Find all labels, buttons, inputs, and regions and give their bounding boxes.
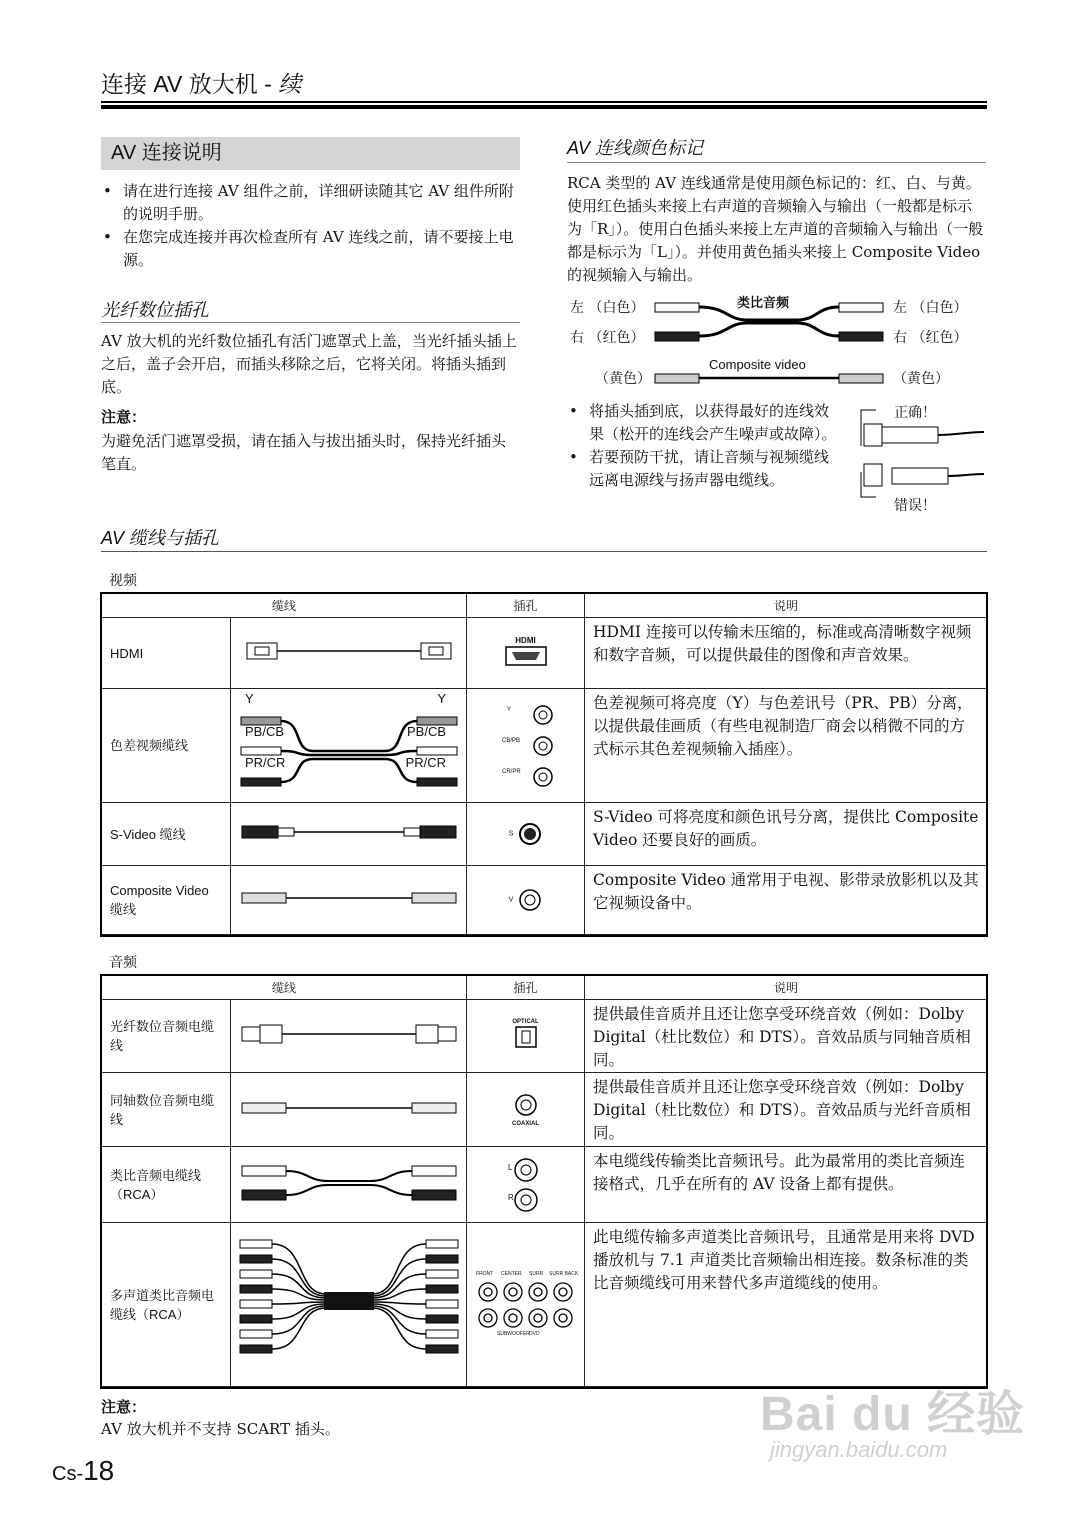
right-yellow-label: （黄色） [893, 371, 949, 387]
plug-tips-list [567, 400, 842, 492]
jack-label-l: L [508, 1163, 513, 1172]
page-number [52, 1455, 114, 1487]
page-title [101, 66, 301, 99]
cable-name: 同轴数位音频电缆线 [102, 1073, 231, 1147]
audio-group-label: 音频 [109, 954, 137, 970]
page-title-continued: 续 [278, 71, 302, 97]
jack-label-y: Y [507, 707, 512, 713]
jack-label: HDMI [515, 635, 536, 645]
coaxial-port-icon [514, 1093, 538, 1117]
table-row [102, 803, 988, 866]
table-row [102, 1147, 988, 1223]
cable-name: 色差视频缆线 [102, 689, 231, 803]
analog-cable-illustration [231, 1147, 467, 1223]
table-row [102, 1000, 988, 1073]
cables-heading: AV 缆线与插孔 [101, 528, 220, 548]
jack-label: OPTICAL [512, 1019, 539, 1025]
column-header-jack: 插孔 [467, 594, 585, 618]
cable-name: Composite Video 缆线 [102, 866, 231, 935]
color-coding-heading-rule [567, 162, 986, 163]
page-number-prefix: Cs- [52, 1463, 84, 1485]
svideo-cable-illustration [231, 803, 467, 866]
description: 本电缆线传输类比音频讯号。此为最常用的类比音频连接格式，几乎在所有的 AV 设备上都有提供。 [585, 1147, 988, 1223]
analog-jacks [467, 1147, 585, 1223]
jack-label-surr-back: SURR BACK [549, 1271, 579, 1277]
analog-ports-icon [512, 1155, 540, 1215]
wrong-label: 错误！ [894, 498, 936, 514]
svideo-port-icon [518, 822, 542, 846]
component-jacks [467, 689, 585, 803]
hdmi-port-icon [504, 645, 548, 667]
jack-label: V [508, 896, 514, 904]
watermark-logo: Bai du 经验 [760, 1388, 1026, 1441]
audio-table [101, 975, 988, 1387]
section-title-av-connection: AV 连接说明 [101, 137, 520, 170]
list-item: • 若要预防干扰，请让音频与视频缆线远离电源线与扬声器电缆线。 [567, 446, 842, 492]
component-cable-illustration [231, 689, 467, 803]
page-title-main: 连接 AV 放大机 - [101, 71, 279, 97]
column-header-cable: 缆线 [102, 976, 467, 1000]
optical-cable-icon [238, 1023, 460, 1045]
color-coding-body: RCA 类型的 AV 连线通常是使用颜色标记的：红、白、与黄。使用红色插头来接上右声道的音频输入与输出（一般都是标示为「R」）。使用白色插头来接上左声道的音频输入与输出（一般都是标示为「L」）。并使用黄色插头来接上 Composite Video 的视频输入与输出。 [567, 174, 984, 284]
optical-note-body: 为避免活门遮罩受损，请在插入与拔出插头时，保持光纤插头笔直。 [101, 432, 507, 473]
cable-name: 多声道类比音频电缆线（RCA） [102, 1223, 231, 1387]
header-rule-thick [101, 105, 987, 109]
cable-name: 光纤数位音频电缆线 [102, 1000, 231, 1073]
jack-label-subwoofer: SUBWOOFER [497, 1331, 530, 1337]
composite-cable-illustration [231, 866, 467, 935]
footer-note-body: AV 放大机并不支持 SCART 插头。 [101, 1420, 340, 1438]
list-item: • 在您完成连接并再次检查所有 AV 连线之前，请不要接上电源。 [101, 226, 523, 272]
composite-video-label: Composite video [709, 357, 806, 372]
list-item: • 将插头插到底，以获得最好的连线效果（松开的连线会产生噪声或故障）。 [567, 400, 842, 446]
composite-cable-icon [238, 888, 460, 908]
plug-insertion-diagram [856, 402, 984, 517]
multichannel-cable-illustration [231, 1223, 467, 1387]
left-red-label: 右 （红色） [570, 330, 645, 346]
watermark-url: jingyan.baidu.com [770, 1437, 948, 1462]
composite-jack [467, 866, 585, 935]
cable-name: S-Video 缆线 [102, 803, 231, 866]
description: S-Video 可将亮度和颜色讯号分离，提供比 Composite Video 还要良好的画质。 [585, 803, 988, 866]
hdmi-cable-illustration [231, 618, 467, 689]
page-number-value: 18 [83, 1455, 115, 1486]
description: 提供最佳音质并且还让您享受环绕音效（例如：Dolby Digital（杜比数位）和 DTS）。音效品质与同轴音质相同。 [585, 1000, 988, 1073]
jack-label-surr: SURR [529, 1271, 544, 1277]
coaxial-cable-illustration [231, 1073, 467, 1147]
multichannel-cable-icon [236, 1228, 462, 1378]
table-row [102, 1223, 988, 1387]
multichannel-jacks [467, 1223, 585, 1387]
analog-cable-icon [238, 1159, 460, 1207]
component-y-right: Y [437, 691, 447, 706]
component-pb-left: PB/CB [245, 724, 285, 739]
column-header-description: 说明 [585, 976, 988, 1000]
coaxial-jack [467, 1073, 585, 1147]
jack-label: COAXIAL [512, 1120, 540, 1127]
right-red-label: 右 （红色） [893, 330, 968, 346]
table-row [102, 866, 988, 935]
left-yellow-label: （黄色） [595, 371, 651, 387]
right-white-label: 左 （白色） [893, 300, 968, 316]
jack-label-center: CENTER [501, 1271, 522, 1277]
hdmi-jack [467, 618, 585, 689]
color-coding-heading: AV 连线颜色标记 [567, 138, 704, 158]
cable-name: 类比音频电缆线（RCA） [102, 1147, 231, 1223]
column-header-description: 说明 [585, 594, 988, 618]
multichannel-ports-icon [476, 1280, 576, 1330]
cable-name: HDMI [102, 618, 231, 689]
description: 此电缆传输多声道类比音频讯号，且通常是用来将 DVD 播放机与 7.1 声道类比音频输出相连接。数条标准的类比音频缆线可用来替代多声道缆线的使用。 [585, 1223, 988, 1387]
analog-audio-label: 类比音频 [737, 295, 790, 310]
rca-color-diagram [567, 290, 987, 390]
component-y-left: Y [245, 691, 254, 706]
description: HDMI 连接可以传输未压缩的，标准或高清晰数字视频和数字音频，可以提供最佳的图像和声音效果。 [585, 618, 988, 689]
component-pr-right: PR/CR [405, 755, 447, 770]
svideo-jack [467, 803, 585, 866]
optical-heading: 光纤数位插孔 [101, 300, 209, 320]
component-pb-right: PB/CB [407, 724, 447, 739]
footer-note-label: 注意： [101, 1399, 147, 1416]
cables-heading-rule [101, 551, 987, 552]
hdmi-cable-icon [239, 638, 459, 664]
description: 提供最佳音质并且还让您享受环绕音效（例如：Dolby Digital（杜比数位）和 DTS）。音效品质与光纤音质相同。 [585, 1073, 988, 1147]
composite-port-icon [518, 888, 542, 912]
optical-cable-illustration [231, 1000, 467, 1073]
jack-label-pr: CR/PR [502, 769, 521, 775]
jack-label-front: FRONT [476, 1271, 494, 1277]
svideo-cable-icon [238, 822, 460, 842]
description: Composite Video 通常用于电视、影带录放影机以及其它视频设备中。 [585, 866, 988, 935]
description: 色差视频可将亮度（Y）与色差讯号（PR、PB）分离，以提供最佳画质（有些电视制造厂商会以稍微不同的方式标示其色差视频输入插座）。 [585, 689, 988, 803]
connection-notes-list [101, 180, 523, 272]
list-item: • 请在进行连接 AV 组件之前，详细研读随其它 AV 组件所附的说明手册。 [101, 180, 523, 226]
jack-label-dvd: DVD [529, 1331, 540, 1337]
left-white-label: 左 （白色） [570, 300, 645, 316]
table-row [102, 1073, 988, 1147]
optical-note-label: 注意： [101, 409, 147, 426]
jack-label-r: R [508, 1193, 514, 1202]
header-rule-thin [101, 101, 987, 103]
column-header-jack: 插孔 [467, 976, 585, 1000]
optical-body: AV 放大机的光纤数位插孔有活门遮罩式上盖，当光纤插头插上之后，盖子会开启，而插头移除之后，它将关闭。将插头插到底。 [101, 332, 517, 396]
jack-label-pb: CB/PB [502, 738, 521, 744]
jack-label: S [508, 830, 514, 838]
column-header-cable: 缆线 [102, 594, 467, 618]
table-row [102, 689, 988, 803]
optical-jack [467, 1000, 585, 1073]
component-ports-icon [533, 697, 583, 795]
correct-label: 正确！ [894, 405, 936, 421]
component-pr-left: PR/CR [245, 755, 286, 770]
table-row [102, 618, 988, 689]
optical-heading-rule [101, 322, 520, 323]
component-cable-icon [233, 693, 465, 799]
video-table [101, 593, 988, 935]
optical-port-icon [514, 1025, 538, 1049]
video-group-label: 视频 [109, 572, 137, 588]
coaxial-cable-icon [238, 1098, 460, 1118]
